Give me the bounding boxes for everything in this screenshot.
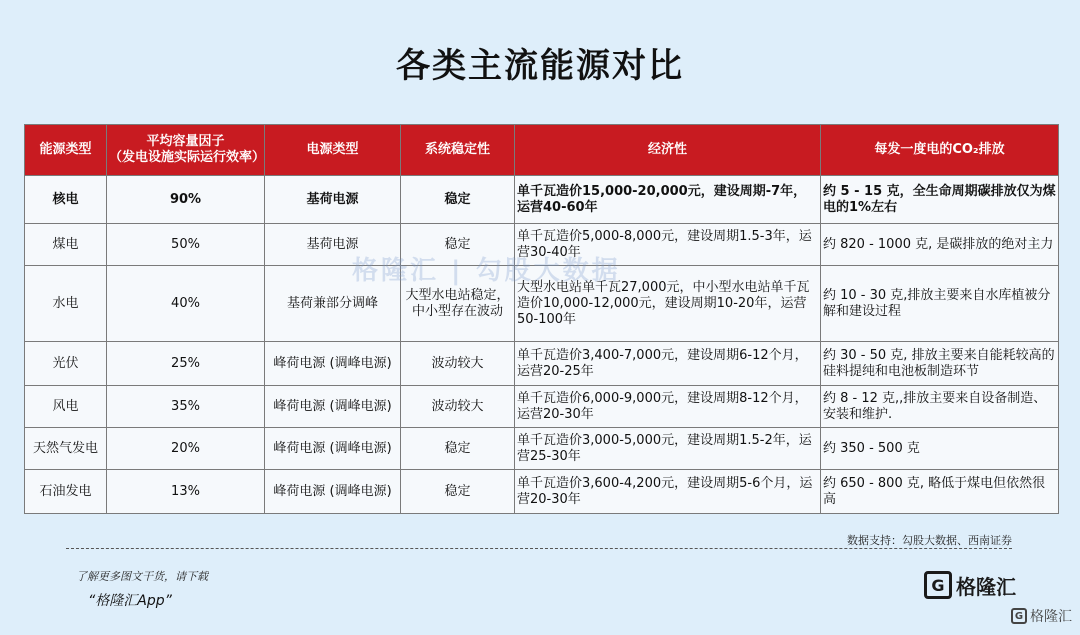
cell-stability: 稳定: [401, 428, 515, 470]
brand-logo-icon: G: [924, 571, 952, 599]
table-row: [25, 342, 1059, 386]
cell-factor: 20%: [107, 428, 265, 470]
cell-stability: 稳定: [401, 224, 515, 266]
header-stability: 系统稳定性: [401, 125, 515, 176]
cell-economy: 单千瓦造价3,400-7,000元，建设周期6-12个月，运营20-25年: [515, 342, 821, 386]
cell-co2: 约 650 - 800 克, 略低于煤电但依然很高: [821, 470, 1059, 514]
table-row: [25, 428, 1059, 470]
energy-comparison-table: [24, 124, 1059, 514]
cell-stability: 波动较大: [401, 342, 515, 386]
table-row: [25, 224, 1059, 266]
cell-economy: 单千瓦造价3,600-4,200元，建设周期5-6个月，运营20-30年: [515, 470, 821, 514]
download-note: 了解更多图文干货，请下载: [76, 570, 208, 583]
cell-stability: 波动较大: [401, 386, 515, 428]
cell-type: 石油发电: [25, 470, 107, 514]
cell-stability: 大型水电站稳定，中小型存在波动: [401, 266, 515, 342]
cell-economy: 单千瓦造价6,000-9,000元，建设周期8-12个月，运营20-30年: [515, 386, 821, 428]
table-row: [25, 266, 1059, 342]
cell-co2: 约 5 - 15 克，全生命周期碳排放仅为煤电的1%左右: [821, 176, 1059, 224]
header-capacity-factor-main: 平均容量因子: [146, 134, 225, 149]
header-source-type: 电源类型: [265, 125, 401, 176]
table-row: [25, 470, 1059, 514]
cell-co2: 约 820 - 1000 克, 是碳排放的绝对主力: [821, 224, 1059, 266]
cell-economy: 单千瓦造价3,000-5,000元，建设周期1.5-2年，运营25-30年: [515, 428, 821, 470]
corner-watermark: [1011, 606, 1072, 626]
header-capacity-factor-sub: （发电设施实际运行效率）: [109, 150, 266, 165]
cell-economy: 单千瓦造价5,000-8,000元，建设周期1.5-3年，运营30-40年: [515, 224, 821, 266]
cell-co2: 约 8 - 12 克,,排放主要来自设备制造、安装和维护.: [821, 386, 1059, 428]
cell-economy: 大型水电站单千瓦27,000元，中小型水电站单千瓦造价10,000-12,000元，建设周期10-20年，运营50-100年: [515, 266, 821, 342]
corner-watermark-text: 格隆汇: [1030, 609, 1072, 625]
cell-factor: 13%: [107, 470, 265, 514]
table-row: [25, 176, 1059, 224]
app-name: “格隆汇App”: [88, 593, 172, 609]
cell-type: 天然气发电: [25, 428, 107, 470]
brand-logo: [924, 568, 1016, 602]
table-row: [25, 386, 1059, 428]
cell-stability: 稳定: [401, 176, 515, 224]
brand-logo-text: 格隆汇: [956, 574, 1016, 599]
watermark: 格隆汇 | 勾股大数据: [352, 256, 621, 286]
dashed-divider: [66, 548, 1012, 549]
source-note: 数据支持：勾股大数据、西南证券: [847, 534, 1012, 547]
cell-stability: 稳定: [401, 470, 515, 514]
cell-type: 核电: [25, 176, 107, 224]
cell-factor: 40%: [107, 266, 265, 342]
cell-source: 基荷兼部分调峰: [265, 266, 401, 342]
header-capacity-factor: [107, 125, 265, 176]
cell-source: 峰荷电源 (调峰电源): [265, 470, 401, 514]
header-energy-type: 能源类型: [25, 125, 107, 176]
cell-type: 煤电: [25, 224, 107, 266]
cell-type: 风电: [25, 386, 107, 428]
cell-source: 峰荷电源 (调峰电源): [265, 428, 401, 470]
cell-factor: 90%: [107, 176, 265, 224]
cell-economy: 单千瓦造价15,000-20,000元，建设周期-7年，运营40-60年: [515, 176, 821, 224]
cell-type: 水电: [25, 266, 107, 342]
cell-factor: 35%: [107, 386, 265, 428]
cell-factor: 50%: [107, 224, 265, 266]
cell-factor: 25%: [107, 342, 265, 386]
cell-type: 光伏: [25, 342, 107, 386]
cell-co2: 约 30 - 50 克, 排放主要来自能耗较高的硅料提纯和电池板制造环节: [821, 342, 1059, 386]
cell-source: 基荷电源: [265, 176, 401, 224]
header-co2: 每发一度电的CO₂排放: [821, 125, 1059, 176]
header-economy: 经济性: [515, 125, 821, 176]
cell-source: 基荷电源: [265, 224, 401, 266]
cell-co2: 约 350 - 500 克: [821, 428, 1059, 470]
table-header-row: [25, 125, 1059, 176]
corner-logo-icon: G: [1011, 608, 1027, 624]
page-title: 各类主流能源对比: [396, 46, 684, 86]
cell-source: 峰荷电源 (调峰电源): [265, 386, 401, 428]
cell-co2: 约 10 - 30 克,排放主要来自水库植被分解和建设过程: [821, 266, 1059, 342]
cell-source: 峰荷电源 (调峰电源): [265, 342, 401, 386]
